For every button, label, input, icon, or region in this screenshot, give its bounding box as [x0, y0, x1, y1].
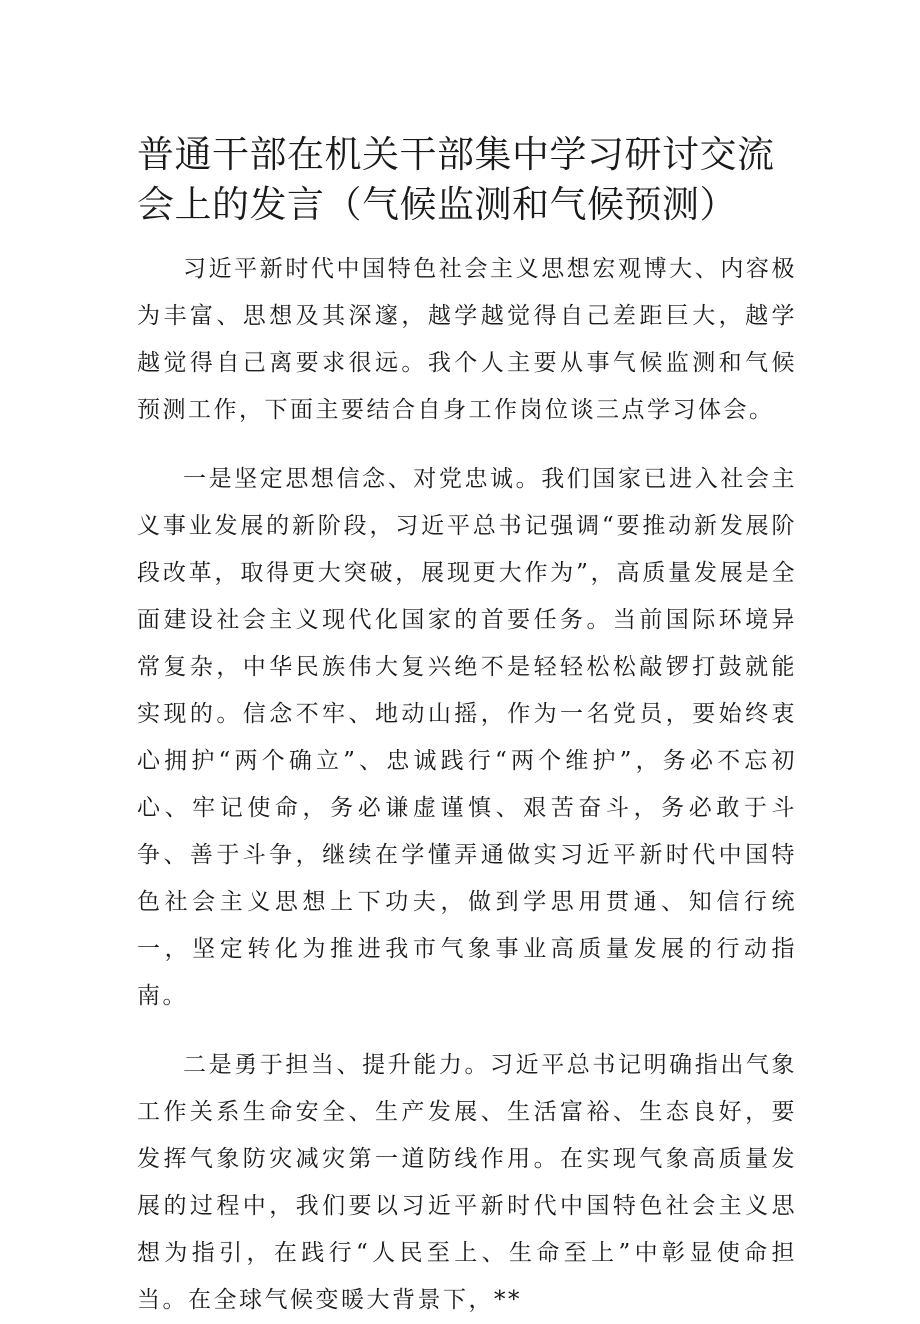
paragraph-point-one: 一是坚定思想信念、对党忠诚。我们国家已进入社会主义事业发展的新阶段，习近平总书记强调“要推动新发展阶段改革，取得更大突破，展现更大作为”，高质量发展是全面建设社会主义现代化国家的首要任务。当前国际环境异常复杂，中华民族伟大复兴绝不是轻轻松松敲锣打鼓就能实现的。信念不牢、地动山摇，作为一名党员，要始终衷心拥护“两个确立”、忠诚践行“两个维护”，务必不忘初心、牢记使命，务必谦虚谨慎、艰苦奋斗，务必敢于斗争、善于斗争，继续在学懂弄通做实习近平新时代中国特色社会主义思想上下功夫，做到学思用贯通、知信行统一，坚定转化为推进我市气象事业高质量发展的行动指南。 [137, 466, 797, 1009]
paragraph-intro: 习近平新时代中国特色社会主义思想宏观博大、内容极为丰富、思想及其深邃，越学越觉得自己差距巨大，越学越觉得自己离要求很远。我个人主要从事气候监测和气候预测工作，下面主要结合自身工作岗位谈三点学习体会。 [137, 256, 797, 423]
paragraph-point-two: 二是勇于担当、提升能力。习近平总书记明确指出气象工作关系生命安全、生产发展、生活富裕、生态良好，要发挥气象防灾减灾第一道防线作用。在实现气象高质量发展的过程中，我们要以习近平新时代中国特色社会主义思想为指引，在践行“人民至上、生命至上”中彰显使命担当。在全球气候变暖大背景下，** [137, 1052, 797, 1313]
document-body [137, 130, 797, 1324]
document-title: 普通干部在机关干部集中学习研讨交流会上的发言（气候监测和气候预测） [137, 133, 775, 226]
